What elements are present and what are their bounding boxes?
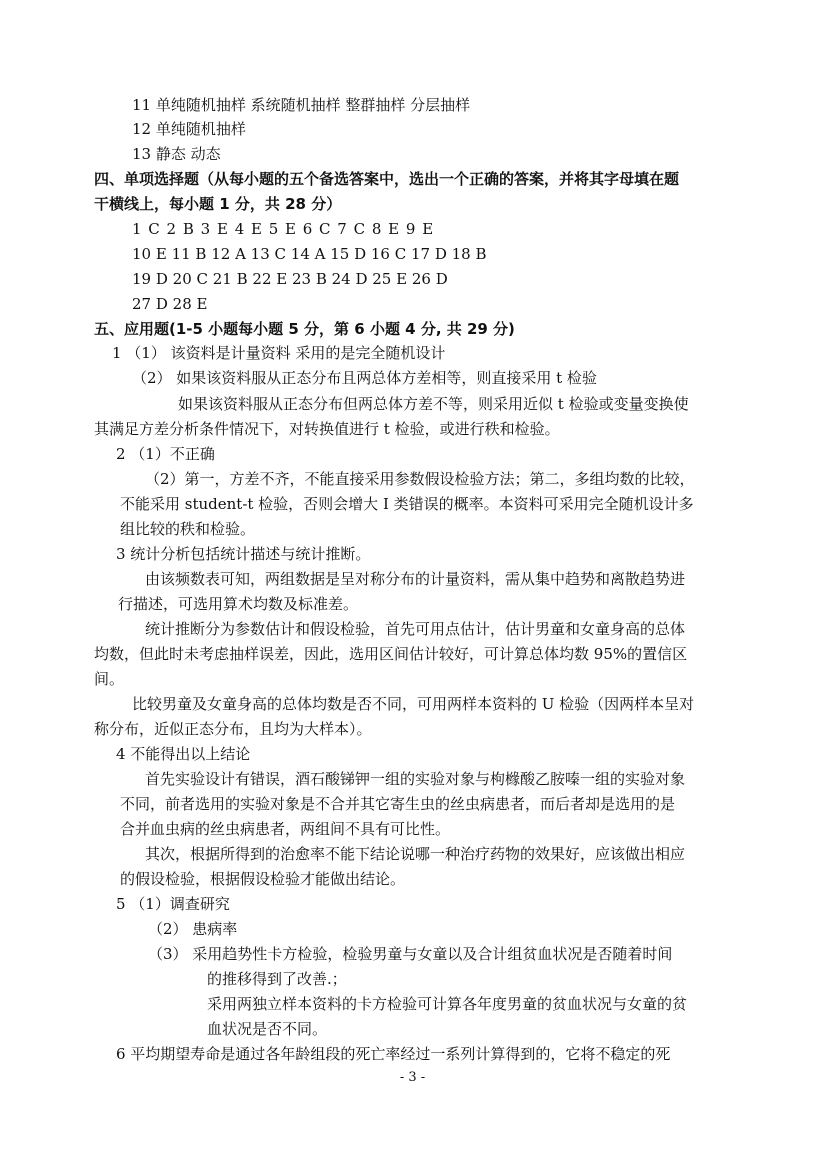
q4-line-a: 4 不能得出以上结论 [116, 745, 251, 763]
q3-line-e: 均数，但此时未考虑抽样误差，因此，选用区间估计较好，可计算总体均数 95%的置信区 [94, 645, 688, 663]
q2-line-d: 组比较的秩和检验。 [120, 520, 256, 538]
q2-line-a: 2 （1）不正确 [116, 445, 215, 463]
mc-answers-row-2: 10 E 11 B 12 A 13 C 14 A 15 D 16 C 17 D 18 B [132, 245, 487, 263]
q1-line-a: 1 （1） 该资料是计量资料 采用的是完全随机设计 [112, 344, 446, 362]
q4-line-d: 合并血虫病的丝虫病患者，两组间不具有可比性。 [120, 820, 451, 838]
q3-line-d: 统计推断分为参数估计和假设检验，首先可用点估计，估计男童和女童身高的总体 [145, 620, 686, 638]
q1-line-b: （2） 如果该资料服从正态分布且两总体方差相等，则直接采用 t 检验 [132, 369, 597, 387]
answer-line-11: 11 单纯随机抽样 系统随机抽样 整群抽样 分层抽样 [132, 96, 471, 114]
q4-line-c: 不同，前者选用的实验对象是不合并其它寄生虫的丝虫病患者，而后者却是选用的是 [120, 795, 676, 813]
q3-line-a: 3 统计分析包括统计描述与统计推断。 [116, 545, 371, 563]
q5-line-f: 血状况是否不同。 [207, 1020, 328, 1038]
mc-answers-row-1: 1 C 2 B 3 E 4 E 5 E 6 C 7 C 8 E 9 E [132, 220, 434, 238]
mc-answers-row-4: 27 D 28 E [132, 295, 208, 313]
section-5-heading: 五、应用题(1-5 小题每小题 5 分，第 6 小题 4 分, 共 29 分) [94, 320, 515, 338]
answer-line-13: 13 静态 动态 [132, 145, 221, 163]
mc-answers-row-3: 19 D 20 C 21 B 22 E 23 B 24 D 25 E 26 D [132, 270, 448, 288]
q1-line-d: 其满足方差分析条件情况下，对转换值进行 t 检验，或进行秩和检验。 [94, 420, 560, 438]
q4-line-f: 的假设检验，根据假设检验才能做出结论。 [120, 870, 406, 888]
q1-line-c: 如果该资料服从正态分布但两总体方差不等，则采用近似 t 检验或变量变换使 [178, 395, 689, 413]
answer-line-12: 12 单纯随机抽样 [132, 120, 246, 138]
q3-line-c: 行描述，可选用算术均数及标准差。 [118, 595, 359, 613]
q2-line-c: 不能采用 student-t 检验，否则会增大 I 类错误的概率。本资料可采用完全随机设计多 [120, 495, 694, 513]
q2-line-b: （2）第一，方差不齐，不能直接采用参数假设检验方法；第二，多组均数的比较， [145, 470, 695, 488]
q5-line-a: 5 （1）调查研究 [116, 895, 230, 913]
q4-line-e: 其次，根据所得到的治愈率不能下结论说哪一种治疗药物的效果好，应该做出相应 [145, 845, 686, 863]
q5-line-c: （3） 采用趋势性卡方检验，检验男童与女童以及合计组贫血状况是否随着时间 [148, 945, 673, 963]
q3-line-g: 比较男童及女童身高的总体均数是否不同，可用两样本资料的 U 检验（因两样本呈对 [132, 695, 695, 713]
q3-line-b: 由该频数表可知，两组数据是呈对称分布的计量资料，需从集中趋势和离散趋势进 [145, 570, 686, 588]
page-number: - 3 - [399, 1070, 426, 1085]
q5-line-d: 的推移得到了改善.； [207, 970, 347, 988]
q5-line-b: （2） 患病率 [148, 920, 238, 938]
section-4-heading: 四、单项选择题（从每小题的五个备选答案中，选出一个正确的答案，并将其字母填在题 [94, 170, 680, 188]
section-4-heading-cont: 干横线上，每小题 1 分，共 28 分） [94, 195, 342, 213]
q6-line-a: 6 平均期望寿命是通过各年龄组段的死亡率经过一系列计算得到的，它将不稳定的死 [116, 1045, 671, 1063]
q5-line-e: 采用两独立样本资料的卡方检验可计算各年度男童的贫血状况与女童的贫 [207, 995, 688, 1013]
q3-line-h: 称分布，近似正态分布，且均为大样本）。 [94, 720, 372, 738]
q3-line-f: 间。 [94, 670, 125, 688]
q4-line-b: 首先实验设计有错误，酒石酸锑钾一组的实验对象与枸橼酸乙胺嗪一组的实验对象 [145, 770, 686, 788]
